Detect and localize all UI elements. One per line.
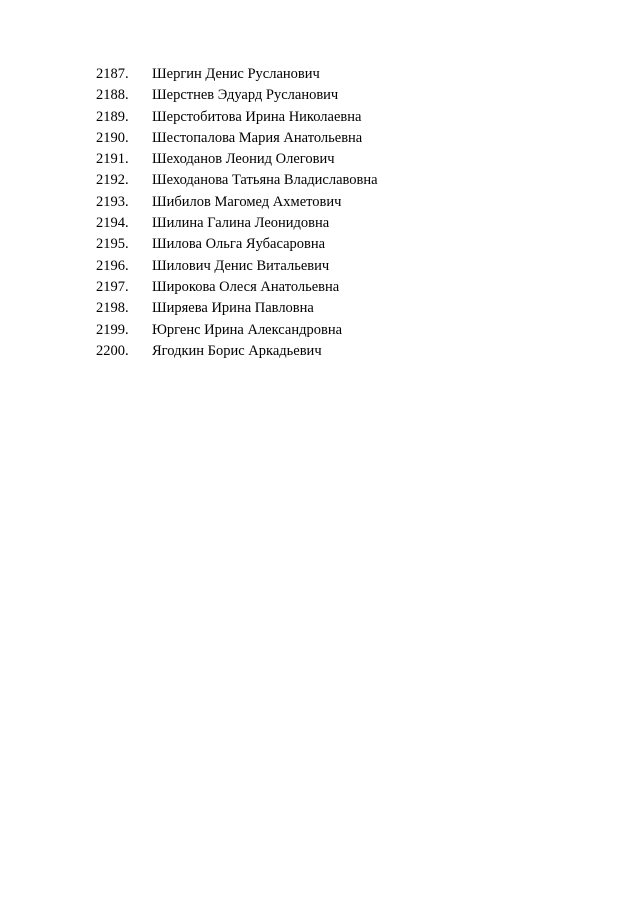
item-name: Шилова Ольга Яубасаровна	[152, 236, 326, 253]
item-number: 2199.	[96, 321, 129, 338]
item-name: Ягодкин Борис Аркадьевич	[152, 342, 322, 359]
list-item	[96, 149, 378, 170]
list-item	[96, 85, 378, 106]
item-number: 2189.	[96, 108, 129, 125]
item-number: 2192.	[96, 172, 129, 189]
item-name: Шилина Галина Леонидовна	[152, 215, 330, 232]
list-item	[96, 213, 378, 234]
item-number: 2188.	[96, 87, 129, 104]
item-number: 2196.	[96, 257, 129, 274]
item-name: Шилович Денис Витальевич	[152, 257, 330, 274]
item-name: Шестопалова Мария Анатольевна	[152, 129, 363, 146]
item-number: 2191.	[96, 151, 129, 168]
item-number: 2193.	[96, 193, 129, 210]
list-item	[96, 341, 378, 362]
item-name: Шеходанов Леонид Олегович	[152, 151, 335, 168]
list-item	[96, 234, 378, 255]
item-name: Юргенс Ирина Александровна	[152, 321, 343, 338]
item-number: 2198.	[96, 300, 129, 317]
item-number: 2200.	[96, 342, 129, 359]
item-name: Шибилов Магомед Ахметович	[152, 193, 342, 210]
list-item	[96, 128, 378, 149]
name-list	[96, 64, 378, 362]
item-number: 2187.	[96, 66, 129, 82]
item-name: Ширяева Ирина Павловна	[152, 300, 314, 317]
item-number: 2190.	[96, 129, 129, 146]
item-name: Шерстобитова Ирина Николаевна	[152, 108, 362, 125]
list-item	[96, 298, 378, 319]
item-name: Шергин Денис Русланович	[152, 66, 320, 82]
list-item	[96, 320, 378, 341]
list-item	[96, 192, 378, 213]
list-item	[96, 64, 378, 85]
list-item	[96, 170, 378, 191]
item-number: 2195.	[96, 236, 129, 253]
list-item	[96, 256, 378, 277]
item-name: Шерстнев Эдуард Русланович	[152, 87, 339, 104]
item-number: 2194.	[96, 215, 129, 232]
item-name: Шеходанова Татьяна Владиславовна	[152, 172, 378, 189]
item-number: 2197.	[96, 278, 129, 295]
item-name: Широкова Олеся Анатольевна	[152, 278, 340, 295]
list-item	[96, 277, 378, 298]
list-item	[96, 107, 378, 128]
